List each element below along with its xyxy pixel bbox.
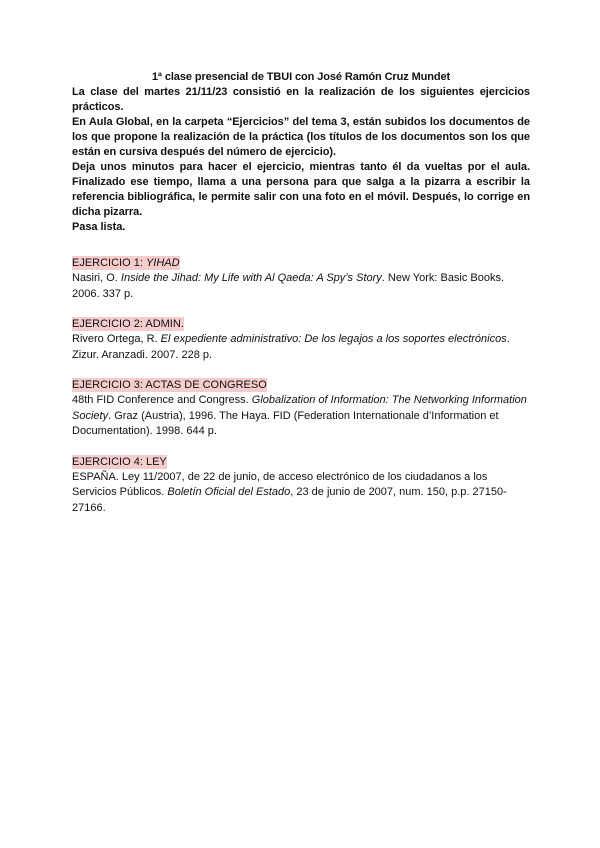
exercise-reference [72, 393, 530, 440]
intro-paragraph-2: En Aula Global, en la carpeta “Ejercicios” del tema 3, están subidos los documentos de los que propone la realización de la práctica (los títulos de los documentos son los que están en cursiva después del número de ejercicio). [72, 116, 530, 158]
intro-paragraph-1: La clase del martes 21/11/23 consistió en la realización de los siguientes ejercicios prácticos. [72, 86, 530, 113]
reference-title: Boletín Oficial del Estado [167, 486, 291, 498]
exercise-heading-italic: YIHAD [145, 257, 180, 269]
exercise-heading [72, 317, 184, 331]
reference-title: El expediente administrativo: De los legajos a los soportes electrónicos [160, 333, 507, 345]
exercise-4 [72, 452, 530, 517]
exercise-heading-label: EJERCICIO 1: [72, 257, 146, 269]
reference-text: . Graz (Austria), 1996. The Haya. FID (Federation Internationale d’Information et Documentation). 1998. 644 p. [72, 409, 499, 437]
exercise-reference [72, 332, 530, 363]
document-title: 1ª clase presencial de TBUI con José Ramón Cruz Mundet [151, 71, 451, 83]
intro-paragraph-4: Pasa lista. [72, 221, 126, 233]
reference-text: ESPAÑA. Ley 11/2007, de 22 de junio, de acceso electrónico de los ciudadanos a los Servicios Públicos. [72, 470, 488, 498]
intro-section [72, 85, 530, 235]
document-page [72, 70, 530, 516]
reference-text: . Zizur. Aranzadi. 2007. 228 p. [72, 333, 510, 361]
exercise-1 [72, 253, 530, 302]
exercise-heading-label: EJERCICIO 2: ADMIN. [72, 318, 184, 330]
exercise-reference [72, 271, 530, 302]
exercise-heading [72, 455, 167, 469]
exercise-heading-label: EJERCICIO 3: ACTAS DE CONGRESO [72, 379, 267, 391]
exercise-3 [72, 375, 530, 440]
reference-title: Globalization of Information: The Networking Information Society [72, 394, 527, 422]
reference-title: Inside the Jihad: My Life with Al Qaeda: A Spy’s Story [120, 272, 382, 284]
exercise-heading [72, 256, 180, 270]
reference-text: . New York: Basic Books. 2006. 337 p. [72, 272, 505, 300]
exercise-heading [72, 378, 267, 392]
reference-text: Rivero Ortega, R. [72, 333, 161, 345]
exercise-2 [72, 314, 530, 363]
exercise-heading-label: EJERCICIO 4: LEY [72, 455, 167, 468]
intro-paragraph-3: Deja unos minutos para hacer el ejercicio, mientras tanto él da vueltas por el aula. Finalizado ese tiempo, llama a una persona para que salga a la pizarra a escribir la referencia bibliográfica, le permite salir con una foto en el móvil. Después, lo corrige en dicha pizarra. [72, 161, 530, 218]
reference-text: 48th FID Conference and Congress. [72, 394, 252, 406]
reference-text: , 23 de junio de 2007, num. 150, p.p. 27150-27166. [72, 486, 507, 514]
reference-text: Nasiri, O. [72, 272, 121, 284]
exercise-reference [72, 470, 530, 517]
